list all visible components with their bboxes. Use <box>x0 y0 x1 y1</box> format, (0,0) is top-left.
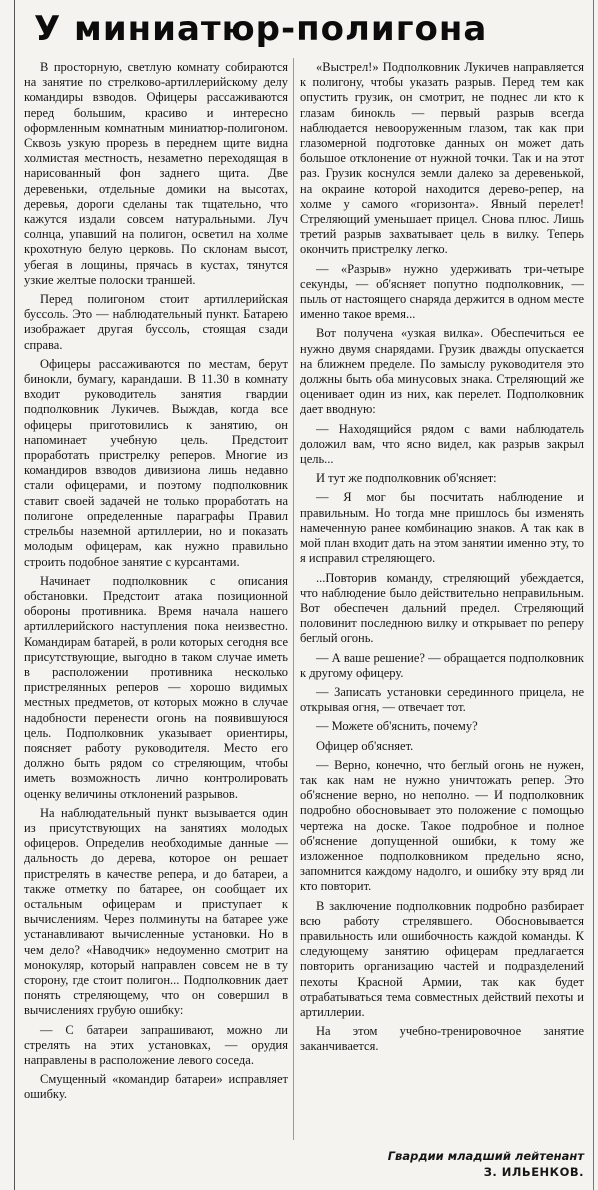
paragraph: — Верно, конечно, что беглый огонь не нужен, так как нам не нужно уничтожать репер. Это об'яснение верно, но неполно. — И подполковник подробно обосновывает это положение с помощью чертежа на доске. Такое подробное и полное об'яснение допущенной ошибки, к тому же изложенное подполковником предельно ясно, запомнится каждому надолго, и ошибку эту вряд ли кто повторит. <box>300 757 584 894</box>
paragraph: — С батареи запрашивают, можно ли стрелять на этих установках, — орудия направлены в расположение левого соседа. <box>24 1022 288 1067</box>
paragraph: Смущенный «командир батареи» исправляет ошибку. <box>24 1072 288 1102</box>
author-rank: Гвардии младший лейтенант <box>387 1149 584 1163</box>
paragraph: — «Разрыв» нужно удерживать три-четыре секунды, — об'ясняет попутно подполковник, — пыль от настоящего снаряда держится в одном месте именно такое время... <box>300 261 584 322</box>
left-column <box>24 60 288 1140</box>
paragraph: — Находящийся рядом с вами наблюдатель доложил вам, что ясно видел, как разрыв закрыл цель... <box>300 421 584 467</box>
paragraph: Вот получена «узкая вилка». Обеспечиться ее нужно двумя снарядами. Грузик дважды опускается на ближнем пределе. По замыслу руководителя это должны быть оба минусовых знака. Стреляющий же оценивает один из них, как перелет. Подполковник дает вводную: <box>300 326 584 417</box>
paragraph: Перед полигоном стоит артиллерийская буссоль. Это — наблюдательный пункт. Батарею изображает другая буссоль, стоящая сзади справа. <box>24 292 288 352</box>
page-left-border <box>14 0 15 1190</box>
article-headline: У миниатюр-полигона <box>34 9 488 49</box>
paragraph: На наблюдательный пункт вызывается один из присутствующих на занятиях молодых офицеров. Определив необходимые данные — дальность до дерева, которое он решает пристрелять в качестве репера, и до батареи, а также отметку по батарее, он сообщает их остальным офицерам и приступает к вычислениям. Через полминуты на батарее уже устанавливают вычисленные установки. Но в чем дело? «Наводчик» недоуменно смотрит на монокуляр, который направлен совсем не в ту сторону, где стоит полигон... Подполковник дает понять стреляющему, что он совершил в вычислениях грубую ошибку: <box>24 805 288 1018</box>
author-signature <box>300 1148 584 1180</box>
paragraph: — А ваше решение? — обращается подполковник к другому офицеру. <box>300 650 584 680</box>
paragraph: Начинает подполковник с описания обстановки. Предстоит атака позиционной обороны противника. Время начала нашего артиллерийского наступления пока неизвестно. Командирам батарей, в роли которых сегодня все присутствующие, выгодно в таком случае иметь в расположении противника несколько пристрелянных реперов — хорошо видимых местных предметов, от которых можно в случае надобности перенести огонь на появившуюся цель. Подполковник указывает ориентиры, поясняет работу руководителя. Место его должно быть рядом со стреляющим, чтобы иметь возможность лично контролировать оценку величины отклонений разрывов. <box>24 573 288 801</box>
paragraph: Офицеры рассаживаются по местам, берут бинокли, бумагу, карандаши. В 11.30 в комнату входит руководитель занятия гвардии подполковник Лукичев. Выждав, когда все офицеры приготовились к занятию, он напоминает учебную цель. Предстоит проработать пристрелку реперов. Многие из командиров взводов дивизиона лишь недавно стали офицерами, и поэтому подполковник ставит своей задачей не только проработать на полигоне определенные параграфы Правил стрельбы наземной артиллерии, но и показать молодым офицерам, как нужно правильно строить подобное занятие с курсантами. <box>24 356 288 569</box>
paragraph: В заключение подполковник подробно разбирает всю работу стрелявшего. Обосновывается правильность или ошибочность каждой команды. К следующему занятию офицерам предлагается повторить организацию частей и подразделений пехоты Красной Армии, так как будет отрабатываться тема совместных действий пехоты и артиллерии. <box>300 898 584 1019</box>
paragraph: — Я мог бы посчитать наблюдение и правильным. Но тогда мне пришлось бы изменять намеченную ранее комбинацию знаков. А так как в мой план входит дать на этом занятии именно эту, то я исправил стреляющего. <box>300 490 584 566</box>
right-column <box>300 60 584 1140</box>
paragraph: «Выстрел!» Подполковник Лукичев направляется к полигону, чтобы указать разрыв. Перед тем как опустить грузик, он смотрит, не поднес ли кто к глазам бинокль — первый разрыв всегда наблюдается невооруженным глазом, так как при глазомерной подготовке данных он может дать большое отклонение от нужной точки. Так и на этот раз. Грузик коснулся земли далеко за деревенькой, на окраине которой находится дерево-репер, на холме у самого «горизонта». Явный перелет! Стреляющий уменьшает прицел. Снова плюс. Лишь третий разрыв захватывает цель в вилку. Теперь окончить пристрелку легко. <box>300 60 584 257</box>
page-right-border <box>593 0 594 1190</box>
paragraph: На этом учебно-тренировочное занятие заканчивается. <box>300 1024 584 1054</box>
paragraph: — Записать установки серединного прицела, не открывая огня, — отвечает тот. <box>300 684 584 715</box>
column-divider <box>293 58 294 1140</box>
paragraph: — Можете об'яснить, почему? <box>316 719 478 734</box>
author-name: З. ИЛЬЕНКОВ. <box>483 1165 584 1179</box>
paragraph: ...Повторив команду, стреляющий убеждается, что наблюдение было действительно неправильным. Вот обеспечен дальний предел. Стреляющий половинит последнюю вилку и открывает по реперу беглый огонь. <box>300 570 584 646</box>
paragraph: Офицер об'ясняет. <box>316 738 414 753</box>
paragraph: В просторную, светлую комнату собираются на занятие по стрелково-артиллерийскому делу командиры взводов. Офицеры рассаживаются перед большим, красиво и интересно оформленным комнатным миниатюр-полигоном. Сквозь узкую прорезь в переднем щите видна холмистая местность, незаметно переходящая в нарисованный фон заднего щита. Две деревеньки, отдельные домики на высотах, деревья, дороги сделаны так тщательно, что кажутся издали совсем натуральными. Луч солнца, упавший на полигон, осветил на холме крохотную белую церковь. По склонам высот, убегая в лощины, прячась в кустах, тянутся узкие желтые полоски траншей. <box>24 60 288 287</box>
paragraph: И тут же подполковник об'ясняет: <box>316 471 497 486</box>
